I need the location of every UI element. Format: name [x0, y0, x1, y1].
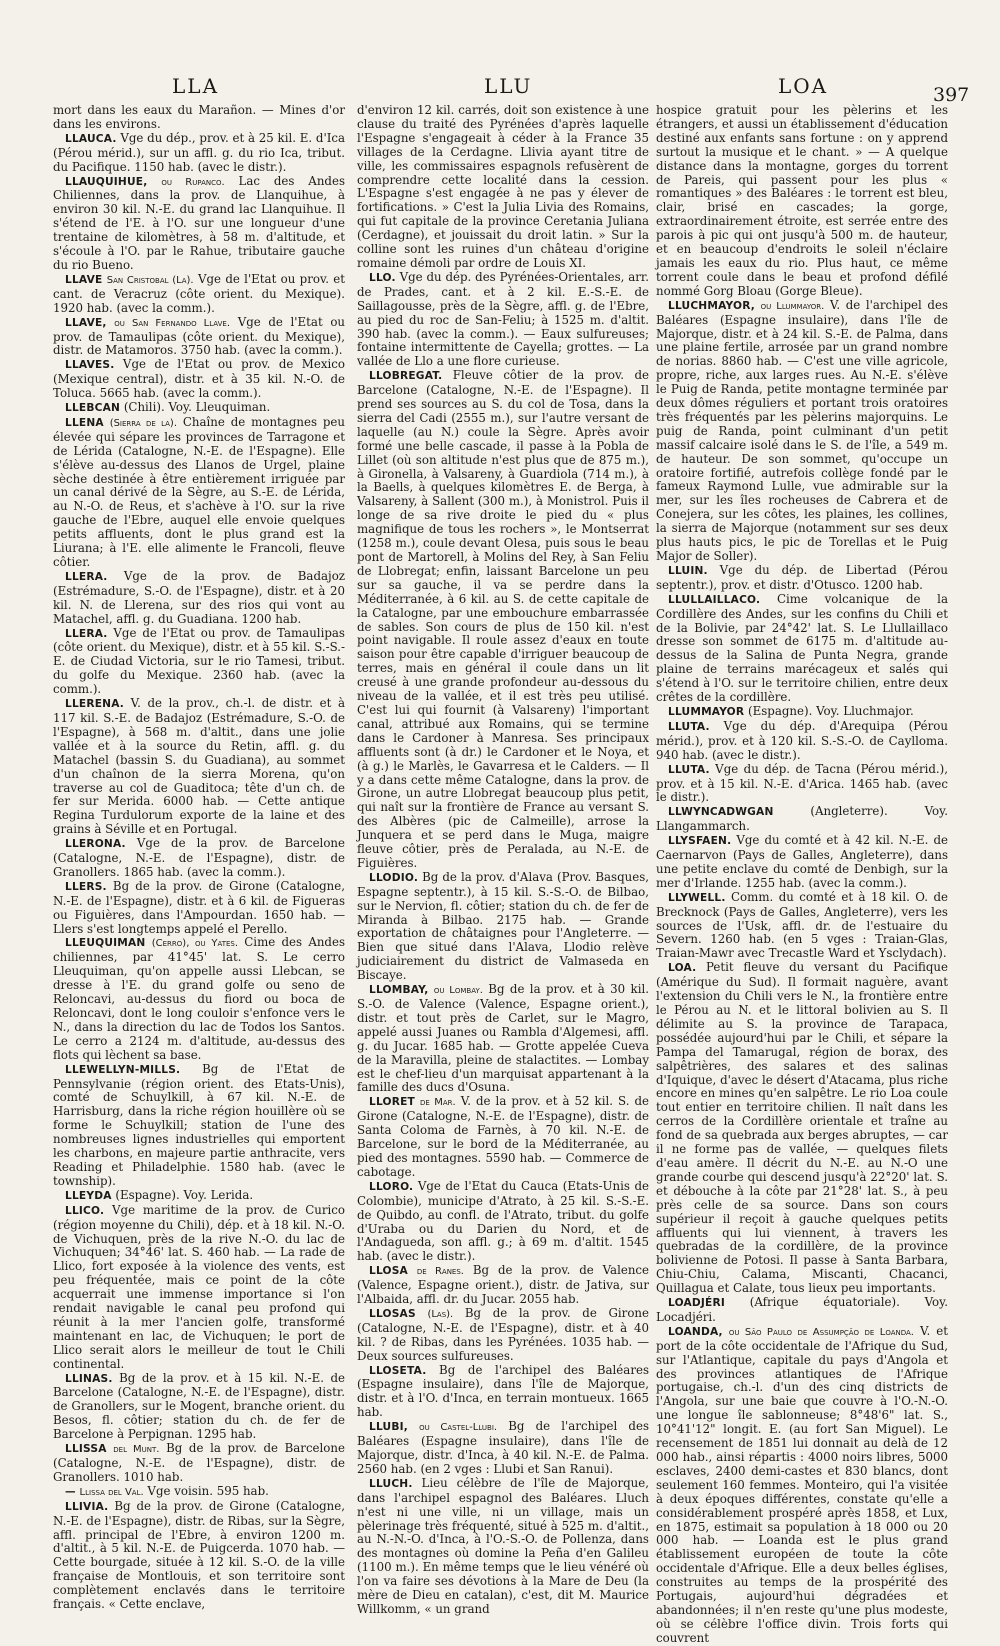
dictionary-entry	[53, 401, 345, 416]
dictionary-entry	[357, 983, 649, 1095]
entry-text: (Espagne). Voy. Lerida.	[115, 1187, 254, 1202]
entry-text: Vge du comté et à 42 kil. N.-E. de Caernarvon (Pays de Galles, Angleterre), dans une petite enclave du comté de Denbigh, sur la mer d'Irlande. 1255 hab. (avec la comm.).	[656, 833, 949, 890]
entry-text: Fleuve côtier de la prov. de Barcelone (Catalogne, N.-E. de l'Espagne). Il prend ses sources au S. du col de Tosa, dans la sierra del Cadi (2555 m.), sur l'autre versant de laquelle (au N.) coule la Sègre. Après avoir formé une belle cascade, il passe à la Pobla de Lillet (où son altitude n'est plus que de 875 m.), à Gironella, à Valsareny, à Guardiola (714 m.), à la Baells, à quelques kilomètres E. de Berga, à Valsareny, à Sallent (300 m.), à Monistrol. Puis il longe de sa rive droite le pied du « plus magnifique de tous les rochers », le Montserrat (1258 m.), coule devant Olesa, puis sous le beau pont de Martorell, à Molins del Rey, à San Feliu de Llobregat; enfin, laissant Barcelone un peu sur sa gauche, il va se perdre dans la Méditerranée, à 6 kil. au S. de cette capitale de la Catalogne, par une embouchure embarrassée de sables. Son cours de plus de 150 kil. n'est point navigable. Il roule assez d'eaux en toute saison pour être capable d'irriguer beaucoup de terres, mais en général il coule dans un lit creusé à une grande profondeur au-dessous du niveau de la vallée, et il est très peu utilisé. C'est lui qui fournit (à Valsareny) l'important canal, attribué aux Romains, qui se termine dans le Cardoner à Manresa. Ses principaux affluents sont (à dr.) le Cardoner et le Noya, et (à g.) le Marlès, le Gavarresa et le Calders. — Il y a dans cette même Catalogne, dans la prov. de Girone, un autre Llobregat beaucoup plus petit, qui naît sur la frontière de France au versant S. des Albères (pic de Calmeille), arrose la Junquera et se perd dans le Muga, maigre fleuve côtier, près de Peralada, au N.-E. de Figuières.	[357, 368, 649, 870]
entry-text: Vge de l'Etat ou prov. de Tamaulipas (côte orient. du Mexique), distr. de Matamoros. 3750 hab. (avec la comm.).	[53, 314, 346, 358]
dictionary-entry	[357, 369, 649, 871]
entry-headword: LLAVE	[65, 273, 103, 286]
text-column-3	[656, 103, 949, 1645]
entry-headword: LLEUQUIMAN	[65, 937, 146, 950]
entry-headword: LLOSA	[369, 1265, 408, 1278]
entry-text: V. de l'archipel des Baléares (Espagne insulaire), dans l'île de Majorque, distr. et à 24 kil. S.-E. de Palma, dans une plaine fertile, arrosée par un grand nombre de norias. 8860 hab. — C'est une ville agricole, propre, riche, aux larges rues. Au N.-E. s'élève le Puig de Randa, petite montagne terminée par deux dômes réguliers et portant trois oratoires très fréquentés par les pèlerins majorquins. Le puig de Randa, point culminant d'un petit massif calcaire isolé dans le S. de l'île, a 549 m. de hauteur. De son sommet, qu'occupe un oratoire fortifié, autrefois collège fondé par le fameux Raymond Lulle, vue admirable sur la mer, sur les îles rocheuses de Cabrera et de Conejera, sur les côtes, les plaines, les collines, la sierra de Majorque (notamment sur ses deux plus hauts pics, le pic de Torellas et le Puig Major de Soller).	[656, 297, 949, 563]
entry-text: Bg de la prov. de Girone (Catalogne, N.-E. de l'Espagne), distr. et à 6 kil. de Figueras ou Figuières, dans l'Ampourdan. 1650 hab. — Llers s'est longtemps appelé el Perello.	[53, 878, 346, 936]
text-column-2	[357, 103, 650, 1616]
entry-text: Vge du dép., prov. et à 25 kil. E. d'Ica (Pérou mérid.), sur un affl. g. du rio Ica, tribut. du Pacifique. 1150 hab. (avec le distr.).	[53, 130, 345, 174]
entry-subhead: (Sierra de la).	[109, 417, 177, 429]
continued-text: hospice gratuit pour les pèlerins et les étrangers, et aussi un établissement d'éducation destiné aux enfants sans fortune : on y apprend surtout la musique et le chant. » — A quelque distance dans la montagne, gorges du torrent de Pareis, qui passent pour les plus « romantiques » des Baléares : le torrent est bleu, clair, brisé en cascades; la gorge, extraordinairement étroite, est serrée entre des parois à pic qui ont jusqu'à 500 m. de hauteur, et en beaucoup d'endroits le soleil n'éclaire jamais les eaux du rio. Plus haut, ce même torrent coule dans le beau et profond défilé nommé Gorg Bloau (Gorge Bleue).	[656, 103, 948, 298]
entry-text: Petit fleuve du versant du Pacifique (Amérique du Sud). Il formait naguère, avant l'extension du Chili vers le N., la frontière entre le Pérou au N. et le littoral bolivien au S. Il délimite au S. la province de Tarapaca, possédée aujourd'hui par le Chili, et sépare la Pampa del Tamarugal, région de borax, des salpêtrières, des salares et des salinas d'Iquique, d'avec le désert d'Atacama, plus riche encore en mines qu'en salpêtre. Le rio Loa coule tout entier en territoire chilien. Il naît dans les cerros de la Cordillère orientale et traîne au fond de sa quebrada aux berges abruptes, — car il ne forme pas de vallée, — quelques filets d'eau amère. Il décrit du N.-E. au N.-O une grande courbe qui descend jusqu'à 22°20' lat. S. et débouche à la côte par 21°28' lat. S., à peu près celle de sa source. Dans son cours supérieur il reçoit à gauche quelques petits affluents qui lui viennent, à travers les quebradas de la cordillère, de la province bolivienne de Potosi. Il passe à Santa Barbara, Chiu-Chiu, Calama, Miscanti, Chacanci, Quillagua et Calate, tous lieux peu importants.	[656, 960, 948, 1296]
entry-text: Vge du dép. des Pyrénées-Orientales, arr. de Prades, cant. et à 2 kil. E.-S.-E. de Saillagousse, près de la Sègre, affl. g. de l'Ebre, au pied du roc de San-Feliu; à 1525 m. d'altit. 390 hab. (avec la comm.). — Eaux sulfureuses; fontaine intermittente de Cayella; grottes. — La vallée de Llo a une flore curieuse.	[357, 269, 649, 369]
entry-text: Vge voisin. 595 hab.	[147, 1483, 269, 1498]
entry-text: (Chili). Voy. Lleuquiman.	[123, 400, 271, 415]
entry-headword: LLYSFAEN.	[668, 835, 732, 848]
running-header-middle: LLU	[484, 74, 533, 98]
dictionary-entry	[656, 1296, 948, 1325]
entry-headword: LLAVES.	[65, 359, 115, 372]
dictionary-entry	[357, 871, 649, 983]
continued-text: mort dans les eaux du Marañon. — Mines d'or dans les environs.	[53, 103, 345, 131]
entry-text: Bg de la prov. et à 15 kil. N.-E. de Barcelone (Catalogne, N.-E. de l'Espagne), distr. de Granollers, sur le Mogent, branche orient. du Besos, fl. côtier; station du ch. de fer de Barcelone à Perpignan. 1295 hab.	[53, 1370, 345, 1442]
running-header-left: LLA	[172, 74, 220, 98]
dictionary-entry	[357, 271, 649, 369]
dictionary-entry	[357, 1364, 649, 1421]
entry-subhead: Llissa del Val.	[79, 1486, 144, 1498]
dictionary-entry	[656, 834, 948, 891]
entry-text: (Angleterre). Voy. Llangammarch.	[656, 804, 949, 834]
entry-headword: LLUBI,	[369, 1421, 408, 1434]
entry-text: Bg de la prov. de Girone (Catalogne, N.-E. de l'Espagne), distr. et à 40 kil. ? de Ribas, dans les Pyrénées. 1035 hab. — Deux sources sulfureuses.	[357, 1305, 649, 1363]
entry-text: Comm. du comté et à 18 kil. O. de Brecknock (Pays de Galles, Angleterre), vers les sources de l'Usk, affl. dr. de l'estuaire du Severn. 1260 hab. (en 5 vges : Traian-Glas, Traian-Mawr avec Trecastle Ward et Ysclydach).	[656, 889, 948, 961]
entry-headword: LLOBREGAT.	[369, 370, 443, 383]
entry-text: Bg de l'archipel des Baléares (Espagne insulaire), dans l'île de Majorque, distr. d'Inca, à 40 kil. N.-E. de Palma. 2560 hab. (en 2 vges : Llubi et San Ranui).	[357, 1419, 649, 1476]
entry-headword: LLUCH.	[369, 1477, 413, 1490]
entry-text: Vge de l'Etat du Cauca (Etats-Unis de Colombie), municipe d'Atrato, à 25 kil. S.-S.-E. de Quibdo, au confl. de l'Atrato, tribut. du golfe d'Uraba ou du Darien du Nord, et de l'Andagueda, son affl. g.; à 69 m. d'altit. 1545 hab. (avec le distr.).	[357, 1178, 650, 1264]
dictionary-entry	[53, 697, 345, 837]
dictionary-entry	[53, 132, 345, 175]
entry-headword: LOANDA,	[668, 1325, 723, 1338]
entry-headword: LLULLAILLACO.	[668, 593, 761, 606]
entry-text: Vge de l'Etat ou prov. de Tamaulipas (côte orient. du Mexique), distr. et à 55 kil. S.-S.-E. de Ciudad Victoria, sur le rio Tamesi, tribut. du golfe du Mexique. 2360 hab. (avec la comm.).	[53, 625, 345, 697]
entry-text: V. et port de la côte occidentale de l'Afrique du Sud, sur l'Atlantique, capitale du pays d'Angola et des provinces atlantiques de l'Afrique portugaise, ch.-l. d'un des cinq districts de l'Angola, sur une baie que couvre à l'O.-N.-O. une longue île sablonneuse; 8°48'6" lat. S., 10°41'12" longit. E. (au fort San Miguel). Le recensement de 1851 lui donnait au delà de 12 000 hab., ainsi répartis : 4000 noirs libres, 5000 esclaves, 2400 demi-castes et 830 blancs, dont seulement 160 femmes. Monteiro, qui l'a visitée à deux époques différentes, constate qu'elle a considérablement prospéré après 1858, et Lux, en 1875, estimait sa population à 18 000 ou 20 000 hab. — Loanda est le plus grand établissement européen de toute la côte occidentale d'Afrique. Elle a deux belles églises, construites au temps de la prospérité des Portugais, aujourd'hui dégradées et abandonnées; il n'en reste qu'une plus modeste, où se célèbre l'office divin. Trois forts qui couvrent	[656, 1323, 948, 1645]
entry-headword: LLOSETA.	[369, 1364, 427, 1377]
entry-subhead: ou São Paulo de Assumpção de Loanda.	[728, 1326, 914, 1338]
entry-headword: LLERA.	[65, 570, 108, 583]
entry-headword: LLUTA.	[668, 763, 710, 776]
entry-headword: LLERA.	[65, 627, 108, 640]
entry-subhead: ou San Fernando Llave.	[114, 317, 231, 329]
entry-text: Bg de la prov. d'Alava (Prov. Basques, Espagne septentr.), à 15 kil. S.-S.-O. de Bilbao, sur le Nervion, fl. côtier; station du ch. de fer de Miranda à Bilbao. 2175 hab. — Grande exportation de châtaignes pour l'Angleterre. — Bien que situé dans l'Alava, Llodio relève judiciairement du district de Valmaseda en Biscaye.	[357, 869, 650, 983]
dictionary-entry	[53, 570, 345, 627]
entry-headword: LLICO.	[65, 1204, 105, 1217]
dictionary-entry	[357, 1477, 649, 1617]
dictionary-entry	[53, 1500, 345, 1612]
entry-headword: LLINAS.	[65, 1372, 113, 1385]
entry-text: Bg de l'archipel des Baléares (Espagne insulaire), dans l'île de Majorque, distr. et à l'O. d'Inca, en terrain montueux. 1665 hab.	[357, 1362, 649, 1420]
dictionary-entry	[656, 763, 948, 806]
dictionary-entry	[357, 1307, 649, 1364]
dictionary-entry	[656, 1325, 948, 1646]
entry-text: Cime des Andes chiliennes, par 41°45' lat. S. Le cerro Lleuquiman, qu'on appelle aussi Llebcan, se dresse à l'E. du grand golfe ou seno de Reloncavi, au-dessus du fiord ou boca de Reloncavi, dont le long couloir s'enfonce vers le N., dans la direction du lac de Todos los Santos. Le cerro a 2124 m. d'altitude, au-dessus des flots qui lèchent sa base.	[53, 935, 346, 1062]
dictionary-entry	[53, 880, 345, 937]
entry-subhead: ou Castel-Llubi.	[419, 1422, 498, 1434]
dictionary-entry	[656, 705, 948, 720]
entry-headword: LLAVE,	[65, 316, 107, 329]
entry-headword: LLEWELLYN-MILLS.	[65, 1063, 181, 1076]
entry-headword: LLO.	[369, 271, 396, 284]
dictionary-entry	[357, 1420, 649, 1477]
entry-headword: LLIVIA.	[65, 1500, 109, 1513]
entry-text: Bg de la prov. de Barcelone (Catalogne, N.-E. de l'Espagne), distr. de Granollers. 1010 hab.	[53, 1441, 345, 1484]
entry-headword: LLERS.	[65, 880, 107, 893]
entry-headword: LLORO.	[369, 1180, 414, 1193]
page-number: 397	[933, 84, 970, 106]
entry-headword: LLOMBAY,	[369, 984, 429, 997]
entry-text: Vge du dép. de Libertad (Pérou septentr.), prov. et distr. d'Otusco. 1200 hab.	[656, 562, 948, 592]
entry-text: Cime volcanique de la Cordillère des Andes, sur les confins du Chili et de la Bolivie, par 24°42' lat. S. Le Llullaillaco dresse son sommet de 6175 m. d'altitude au-dessus de la Salina de Punta Negra, grande plaine de terrains marécageux et salés qui s'étend à l'O. sur le territoire chilien, entre deux crêtes de la cordillère.	[656, 591, 948, 705]
entry-subhead: (Las).	[427, 1308, 454, 1320]
dictionary-entry	[53, 358, 345, 401]
continued-text: d'environ 12 kil. carrés, doit son existence à une clause du traité des Pyrénées d'après laquelle l'Espagne s'engageait à céder à la France 35 villages de la Cerdagne. Llivia ayant titre de ville, les commissaires espagnols refusèrent de comprendre cette localité dans la cession. L'Espagne s'est engagée à ne pas y élever de fortifications. » C'est la Julia Livia des Romains, qui fut capitale de la province Ceretania Juliana (Cerdagne), et jouissait du droit latin. » Sur la colline sont les ruines d'un château d'origine romaine démoli par ordre de Louis XI.	[357, 103, 649, 270]
entry-headword: LLAUQUIHUE,	[65, 175, 148, 188]
running-header-right: LOA	[778, 74, 829, 98]
dictionary-entry	[656, 720, 948, 763]
dictionary-entry	[53, 175, 345, 273]
entry-headword: LLISSA	[65, 1443, 107, 1456]
dictionary-entry	[53, 316, 345, 359]
dictionary-entry	[53, 1442, 345, 1485]
entry-subhead: del Munt.	[113, 1444, 160, 1456]
entry-subhead: (Cerro), ou Yates.	[151, 938, 239, 950]
entry-subhead: ou Rupanco.	[161, 176, 225, 188]
entry-headword: LLENA	[65, 416, 104, 429]
entry-headword: LOADJÉRI	[668, 1297, 725, 1310]
entry-text: Bg de la prov. de Girone (Catalogne, N.-E. de l'Espagne), distr. de Ribas, sur la Sègre, affl. principal de l'Ebre, à environ 1200 m. d'altit., à 5 kil. N.-E. de Puigcerda. 1070 hab. — Cette bourgade, située à 12 kil. S.-O. de la ville française de Montlouis, et son territoire sont complètement enclavés dans le territoire français. « Cette enclave,	[53, 1498, 346, 1612]
entry-headword: LLAUCA.	[65, 132, 117, 145]
entry-headword: LLUIN.	[668, 564, 708, 577]
entry-subhead: de Mar.	[419, 1097, 456, 1109]
entry-text: Vge du dép. d'Arequipa (Pérou mérid.), prov. et à 120 kil. S.-S.-O. de Caylloma. 940 hab. (avec le distr.).	[656, 718, 948, 762]
dictionary-entry	[53, 1372, 345, 1443]
entry-subhead: San Cristobal (La).	[106, 274, 194, 286]
dictionary-entry	[53, 1485, 345, 1500]
dictionary-entry	[656, 593, 948, 705]
entry-text: (Afrique équatoriale). Voy. Locadjéri.	[656, 1295, 948, 1324]
dictionary-entry	[656, 299, 948, 564]
dictionary-entry	[53, 936, 345, 1062]
entry-headword: LLODIO.	[369, 871, 419, 884]
entry-text: V. de la prov. et à 52 kil. S. de Girone (Catalogne, N.-E. de l'Espagne), distr. de Santa Coloma de Farnès, à 70 kil. N.-E. de Barcelone, sur le bord de la Méditerranée, au pied des montagnes. 5590 hab. — Commerce de cabotage.	[357, 1094, 650, 1179]
dictionary-entry	[357, 1180, 649, 1264]
entry-text: Chaîne de montagnes peu élevée qui sépare les provinces de Tarragone et de Lérida (Catalogne, N.-E. de l'Espagne). Elle s'élève au-dessus des Llanos de Urgel, plaine sèche destinée à être entièrement irriguée par un canal dérivé de la Sègre, au S.-E. de Lérida, au N.-O. de Reus, et s'achève à l'O. sur la rive gauche de l'Ebre, auquel elle envoie quelques petits affluents, dont le plus grand est la Liurana; à l'E. elle alimente le Francoli, fleuve côtier.	[53, 414, 345, 569]
entry-text: Lac des Andes Chiliennes, dans la prov. de Llanquihue, à environ 30 kil. N.-E. du grand lac Llanquihue. Il s'étend de l'E. à l'O. sur une longueur d'une trentaine de kilomètres, à 58 m. d'altitude, et s'écoule à l'O. par le Rahue, tributaire gauche du rio Bueno.	[53, 173, 346, 272]
entry-headword: LLUCHMAYOR,	[668, 299, 755, 312]
entry-text: Vge de la prov. de Badajoz (Estrémadure, S.-O. de l'Espagne), distr. et à 20 kil. N. de Llerena, sur des rios qui vont au Matachel, affl. g. du Guadiana. 1200 hab.	[53, 568, 346, 626]
dictionary-entry	[53, 416, 345, 570]
dictionary-entry	[656, 805, 948, 834]
entry-text: Vge de l'Etat ou prov. et cant. de Veracruz (côte orient. du Mexique). 1920 hab. (avec la comm.).	[53, 271, 346, 315]
dictionary-entry	[656, 961, 948, 1296]
entry-headword: LLORET	[369, 1096, 415, 1109]
dictionary-entry	[53, 627, 345, 698]
entry-subhead: ou Llummayor.	[760, 300, 825, 312]
entry-subhead: de Ranes.	[416, 1266, 464, 1278]
entry-text: Bg de l'Etat de Pennsylvanie (région orient. des Etats-Unis), comté de Schuylkill, à 67 kil. N.-E. de Harrisburg, dans la riche région houillère où se forme le Schuylkill; station de l'une des nombreuses lignes industrielles qui emportent les charbons, en majeure partie anthracite, vers Reading et Philadelphie. 1580 hab. (avec le township).	[53, 1061, 346, 1188]
entry-text: Lieu célèbre de l'île de Majorque, dans l'archipel espagnol des Baléares. Lluch n'est ni une ville, ni un village, mais un pèlerinage très fréquenté, situé à 525 m. d'altit., au N.-N.-O. d'Inca, à l'O.-S.-O. de Pollenza, dans des montagnes où domine la Peña d'en Galileu (1100 m.). En même temps que le lieu vénéré où l'on va faire ses dévotions à la Mare de Deu (la mère de Dieu en catalan), c'est, dit M. Maurice Willkomm, « un grand	[357, 1475, 650, 1616]
entry-text: Bg de la prov. de Valence (Valence, Espagne orient.), distr. de Jativa, sur l'Albaida, affl. dr. du Jucar. 2055 hab.	[357, 1263, 650, 1307]
entry-headword: —	[65, 1485, 76, 1498]
entry-headword: LLERONA.	[65, 838, 126, 851]
dictionary-entry	[656, 891, 948, 962]
entry-headword: LLUTA.	[668, 720, 710, 733]
dictionary-entry	[53, 837, 345, 880]
entry-headword: LLYWELL.	[668, 891, 726, 904]
dictionary-entry	[357, 1095, 649, 1179]
entry-text: (Espagne). Voy. Lluchmajor.	[748, 703, 914, 718]
entry-headword: LOA.	[668, 962, 697, 975]
entry-headword: LLEBCAN	[65, 402, 121, 415]
entry-headword: LLEYDA	[65, 1189, 112, 1202]
dictionary-entry	[656, 564, 948, 593]
entry-text: V. de la prov., ch.-l. de distr. et à 117 kil. S.-E. de Badajoz (Estrémadure, S.-O. de l'Espagne), à 568 m. d'altit., dans une jolie vallée et à la source du Retin, affl. g. du Matachel (bassin S. du Guadiana), au sommet d'un chaînon de la sierra Morena, qu'on traverse au col de Guaditoca; tête d'un ch. de fer sur Merida. 6000 hab. — Cette antique Regina Turdulorum exporte de la laine et des grains à Séville et en Portugal.	[53, 696, 345, 837]
entry-text: Vge de la prov. de Barcelone (Catalogne, N.-E. de l'Espagne), distr. de Granollers. 1865 hab. (avec la comm.).	[53, 836, 346, 879]
entry-headword: LLWYNCADWGAN	[668, 806, 774, 819]
entry-text: Vge maritime de la prov. de Curico (région moyenne du Chili), dép. et à 18 kil. N.-O. de Vichuquen, près de la rive N.-O. du lac de Vichuquen; 34°46' lat. S. 460 hab. — La rade de Llico, fort exposée à la violence des vents, est peu fréquentée, mais ce point de la côte acquerrait une immense importance si l'on rendait navigable le canal peu profond qui réunit à la mer l'ancien golfe, transformé maintenant en lac, de Vichuquen; le port de Llico serait alors le meilleur de tout le Chili continental.	[53, 1202, 346, 1371]
dictionary-entry	[53, 1063, 345, 1189]
dictionary-entry	[53, 273, 345, 316]
entry-text: Vge de l'Etat ou prov. de Mexico (Mexique central), distr. et à 35 kil. N.-O. de Toluca. 5665 hab. (avec la comm.).	[53, 357, 345, 401]
dictionary-entry	[357, 1264, 649, 1307]
dictionary-entry	[53, 1189, 345, 1204]
entry-headword: LLOSAS	[369, 1307, 416, 1320]
dictionary-entry	[53, 1204, 345, 1372]
entry-subhead: ou Lombay.	[433, 985, 483, 997]
entry-text: Bg de la prov. et à 30 kil. S.-O. de Valence (Valence, Espagne orient.), distr. et tout près de Carlet, sur le Magro, appelé aussi Juanes ou Rambla d'Algemesi, affl. g. du Jucar. 1685 hab. — Grotte appelée Cueva de la Maravilla, pleine de stalactites. — Lombay est le chef-lieu d'un marquisat appartenant à la famille des ducs d'Osuna.	[357, 982, 649, 1095]
text-column-1	[53, 103, 346, 1612]
entry-headword: LLUMMAYOR	[668, 705, 745, 718]
entry-text: Vge du dép. de Tacna (Pérou mérid.), prov. et à 15 kil. N.-E. d'Arica. 1465 hab. (avec le distr.).	[656, 761, 949, 805]
entry-headword: LLERENA.	[65, 698, 125, 711]
